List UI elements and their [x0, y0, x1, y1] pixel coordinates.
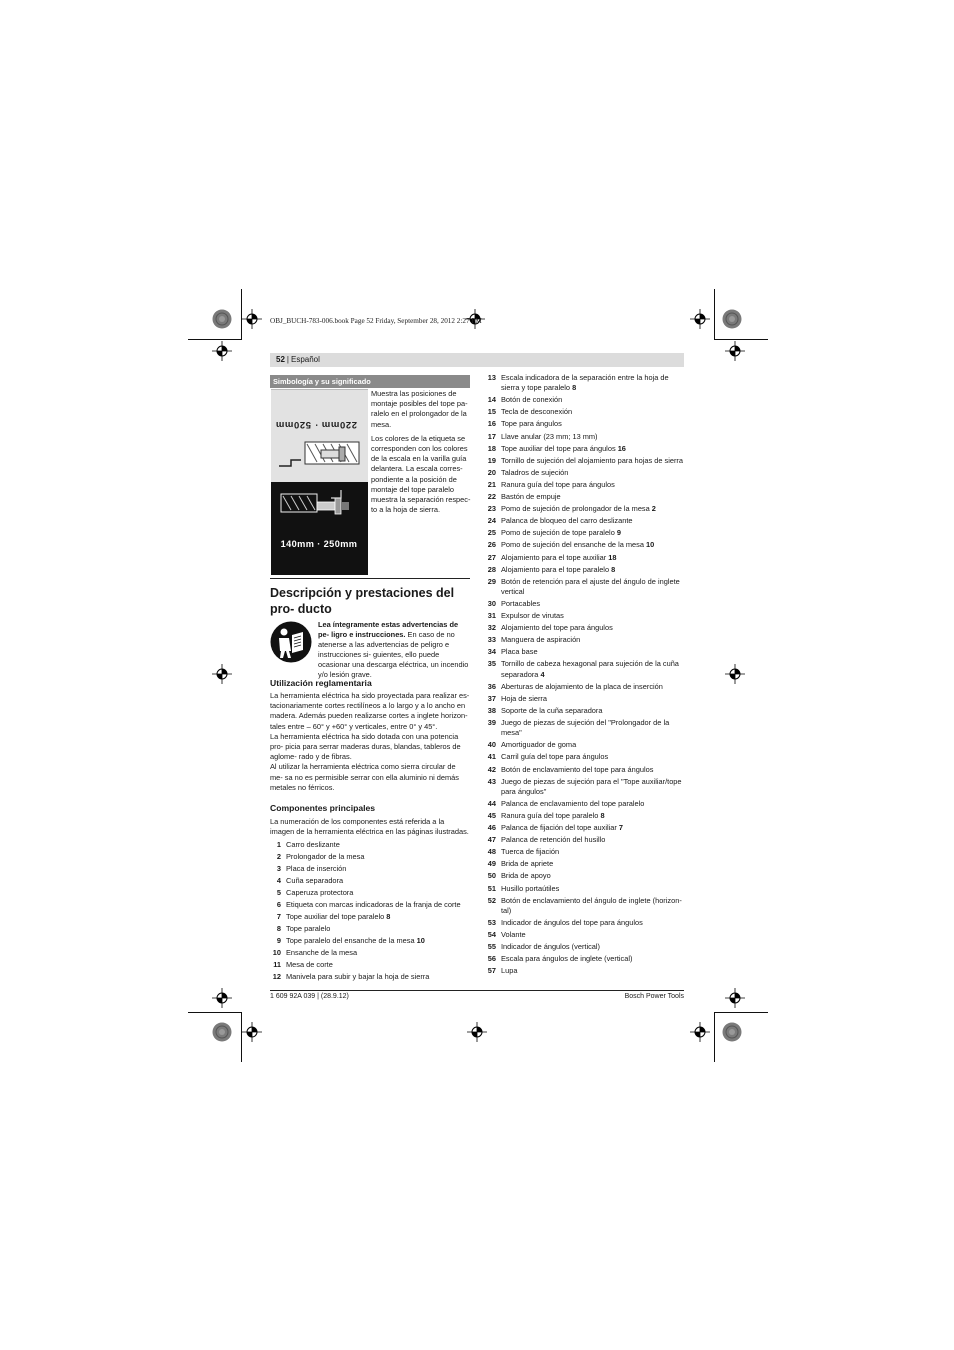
list-item — [484, 859, 684, 869]
item-text: Portacables — [501, 599, 541, 608]
item-number: 9 — [276, 936, 281, 945]
item-text: Juego de piezas de sujeción para el "Tope auxiliar/tope para ángulos" — [501, 776, 682, 796]
item-number: 26 — [487, 540, 496, 550]
list-item — [484, 480, 684, 490]
item-text: Tope paralelo — [286, 924, 331, 933]
item-text: Volante — [501, 930, 526, 940]
list-item — [484, 647, 684, 657]
list-item — [484, 871, 684, 881]
item-number: 8 — [276, 924, 281, 933]
item-text: Expulsor de virutas — [501, 611, 564, 621]
components-list-left — [270, 840, 470, 984]
item-text: Brida de apriete — [501, 859, 554, 869]
registration-mark-icon — [725, 988, 745, 1008]
list-item — [484, 847, 684, 857]
list-item — [484, 407, 684, 417]
intended-use-text — [270, 691, 470, 793]
item-text: Tornillo de cabeza hexagonal para sujeción de la cuña separadora — [501, 659, 679, 679]
item-text: Manguera de aspiración — [501, 635, 581, 645]
item-number: 30 — [487, 599, 496, 608]
item-text: Amortiguador de goma — [501, 740, 577, 750]
list-item — [484, 419, 684, 429]
list-item — [484, 599, 684, 609]
item-number: 4 — [276, 876, 281, 885]
item-text: Alojamiento del tope para ángulos — [501, 623, 613, 633]
list-item — [270, 900, 470, 912]
registration-mark-icon — [212, 664, 232, 684]
item-number: 41 — [487, 752, 496, 762]
item-number: 15 — [487, 407, 496, 417]
item-number: 45 — [487, 811, 496, 821]
fence-position-figure-bottom — [271, 482, 368, 575]
item-ref: 8 — [600, 811, 605, 821]
list-item — [484, 373, 684, 393]
item-text: Tope auxiliar del tope para ángulos — [501, 443, 618, 453]
list-item — [484, 811, 684, 821]
item-text: Tope para ángulos — [501, 419, 562, 429]
list-item — [484, 930, 684, 940]
item-text: Prolongador de la mesa — [286, 852, 365, 861]
item-number: 28 — [487, 564, 496, 574]
item-text: Escala para ángulos de inglete (vertical) — [501, 954, 633, 964]
intended-use-paragraph-2: La herramienta eléctrica ha sido dotada con una potencia pro- picia para serrar maderas duras, blandas, tableros de aglome- rado y de fibras. — [270, 731, 461, 762]
item-text: Llave anular (23 mm; 13 mm) — [501, 431, 598, 441]
item-text: Caperuza protectora — [286, 888, 354, 897]
color-disc-icon — [212, 1022, 232, 1042]
figure-bottom-label: 140mm · 250mm — [280, 539, 358, 549]
item-text: Tope paralelo del ensanche de la mesa — [286, 936, 417, 945]
item-ref: 10 — [416, 936, 425, 945]
components-title: Componentes principales — [270, 803, 376, 813]
footer-rule — [270, 990, 684, 991]
list-item — [270, 840, 470, 852]
item-number: 43 — [487, 776, 496, 786]
figure-top-label: 220mm · 520mm — [275, 419, 357, 430]
item-number: 21 — [487, 479, 496, 489]
item-number: 49 — [487, 859, 496, 869]
list-item — [484, 835, 684, 845]
safety-warning — [318, 620, 470, 681]
item-text: Ranura guía del tope para ángulos — [501, 479, 615, 489]
list-item — [484, 918, 684, 928]
item-text: Alojamiento para el tope paralelo — [501, 564, 612, 574]
read-manual-icon — [270, 621, 312, 663]
item-number: 22 — [487, 492, 496, 502]
section-title: Descripción y prestaciones del pro- ducto — [270, 586, 455, 616]
item-text: Brida de apoyo — [501, 871, 551, 881]
item-number: 52 — [487, 895, 496, 905]
list-item — [484, 432, 684, 442]
list-item — [484, 752, 684, 762]
item-text: Botón de enclavamiento del ángulo de inglete (horizon- tal) — [501, 895, 682, 915]
item-number: 18 — [487, 443, 496, 453]
item-number: 34 — [487, 647, 496, 657]
item-text: Etiqueta con marcas indicadoras de la franja de corte — [286, 900, 461, 909]
item-number: 35 — [487, 659, 496, 669]
item-number: 23 — [487, 504, 496, 514]
intended-use-paragraph-3: Al utilizar la herramienta eléctrica como sierra circular de me- sa no es permisible serrar con ella aluminio ni demás metales no férricos. — [270, 762, 459, 792]
section-divider — [270, 578, 470, 579]
list-item — [484, 659, 684, 679]
item-ref: 16 — [617, 443, 626, 453]
page-number: 52 — [276, 355, 285, 364]
list-item — [484, 444, 684, 454]
item-text: Hoja de sierra — [501, 693, 548, 703]
color-disc-icon — [212, 309, 232, 329]
item-text: Tornillo de sujeción del alojamiento para hojas de sierra — [501, 455, 683, 465]
fence-position-figure-top — [271, 389, 368, 483]
item-text: Pomo de sujeción de prolongador de la mesa — [501, 504, 652, 514]
list-item — [270, 864, 470, 876]
list-item — [484, 740, 684, 750]
item-text: Indicador de ángulos del tope para ángulos — [501, 917, 643, 927]
list-item — [484, 565, 684, 575]
item-ref: 8 — [386, 912, 391, 921]
list-item — [484, 896, 684, 916]
item-text: Palanca de fijación del tope auxiliar — [501, 823, 619, 833]
list-item — [484, 966, 684, 976]
item-text: Botón de enclavamiento del tope para ángulos — [501, 764, 654, 774]
item-number: 5 — [276, 888, 281, 897]
list-item — [484, 456, 684, 466]
registration-mark-icon — [467, 1022, 487, 1042]
symbols-paragraph-2: Los colores de la etiqueta se corresponden con los colores de la escala en la varilla guía delantera. La escala corres- pondiente a la posición de montaje del tope paralelo muestra la separación respec- to a la hoja de sierra. — [371, 433, 471, 515]
list-item — [484, 611, 684, 621]
item-text: Carro deslizante — [286, 840, 340, 849]
item-ref: 7 — [618, 823, 624, 833]
components-list-right — [484, 373, 684, 978]
item-number: 55 — [487, 942, 496, 952]
item-number: 32 — [487, 623, 496, 633]
item-number: 17 — [487, 431, 496, 441]
list-item — [484, 682, 684, 692]
registration-mark-icon — [242, 309, 262, 329]
safety-warning-text: En caso de no atenerse a las advertencias de peligro e instrucciones si- guientes, ello puede ocasionar una descarga eléctrica, un incendio y/o lesión grave. — [318, 630, 469, 680]
item-number: 57 — [487, 966, 496, 976]
list-item — [484, 706, 684, 716]
item-number: 25 — [487, 528, 496, 538]
item-text: Tecla de desconexión — [501, 407, 573, 417]
item-number: 10 — [272, 948, 281, 957]
symbols-title: Simbología y su significado — [270, 375, 470, 388]
item-number: 53 — [487, 917, 496, 927]
item-text: Placa de inserción — [286, 864, 347, 873]
item-number: 7 — [276, 912, 281, 921]
registration-mark-icon — [690, 1022, 710, 1042]
item-text: Manivela para subir y bajar la hoja de sierra — [286, 972, 430, 981]
item-number: 6 — [276, 900, 281, 909]
item-number: 31 — [487, 611, 496, 621]
list-item — [270, 960, 470, 972]
item-text: Tuerca de fijación — [501, 847, 560, 857]
item-ref: 10 — [646, 540, 655, 550]
item-text: Lupa — [501, 966, 518, 976]
item-ref: 2 — [651, 504, 656, 514]
item-text: Husillo portaútiles — [501, 883, 560, 893]
registration-mark-icon — [212, 988, 232, 1008]
item-number: 3 — [276, 864, 281, 873]
page-header-separator: | — [286, 355, 289, 364]
list-item — [484, 504, 684, 514]
item-number: 1 — [276, 840, 281, 849]
item-number: 27 — [487, 552, 496, 562]
item-text: Tope auxiliar del tope paralelo — [286, 912, 387, 921]
item-number: 37 — [487, 693, 496, 703]
registration-mark-icon — [242, 1022, 262, 1042]
list-item — [484, 694, 684, 704]
page-header — [270, 353, 684, 367]
item-number: 47 — [487, 835, 496, 845]
registration-mark-icon — [212, 341, 232, 361]
list-item — [270, 876, 470, 888]
item-text: Juego de piezas de sujeción del "Prolongador de la mesa" — [501, 718, 670, 738]
item-text: Aberturas de alojamiento de la placa de inserción — [501, 681, 663, 691]
item-number: 20 — [487, 467, 496, 477]
list-item — [484, 528, 684, 538]
item-number: 36 — [487, 681, 496, 691]
item-number: 54 — [487, 930, 496, 940]
item-number: 44 — [487, 798, 496, 808]
item-text: Ensanche de la mesa — [286, 948, 358, 957]
list-item — [270, 852, 470, 864]
list-item — [270, 888, 470, 900]
list-item — [484, 516, 684, 526]
item-number: 46 — [487, 823, 496, 833]
footer-part-number: 1 609 92A 039 | (28.9.12) — [270, 993, 349, 1000]
item-number: 2 — [276, 852, 281, 861]
item-text: Placa base — [501, 647, 538, 657]
item-ref: 18 — [608, 552, 617, 562]
item-ref: 4 — [540, 669, 545, 679]
item-text: Alojamiento para el tope auxiliar — [501, 552, 609, 562]
item-number: 19 — [487, 455, 496, 465]
item-ref: 8 — [572, 383, 577, 393]
item-number: 14 — [487, 395, 496, 405]
item-number: 42 — [487, 764, 496, 774]
item-number: 39 — [487, 718, 496, 728]
list-item — [484, 777, 684, 797]
list-item — [484, 553, 684, 563]
item-number: 56 — [487, 954, 496, 964]
item-text: Carril guía del tope para ángulos — [501, 752, 609, 762]
item-text: Soporte de la cuña separadora — [501, 705, 603, 715]
item-number: 50 — [487, 871, 496, 881]
list-item — [484, 468, 684, 478]
list-item — [484, 540, 684, 550]
color-disc-icon — [722, 309, 742, 329]
list-item — [484, 765, 684, 775]
item-text: Pomo de sujeción de tope paralelo — [501, 528, 617, 538]
page-language: Español — [290, 355, 320, 364]
list-item — [484, 954, 684, 964]
print-header: OBJ_BUCH-783-006.book Page 52 Friday, September 28, 2012 2:27 PM — [270, 317, 482, 325]
list-item — [270, 912, 470, 924]
list-item — [484, 623, 684, 633]
item-number: 48 — [487, 847, 496, 857]
item-number: 16 — [487, 419, 496, 429]
intended-use-paragraph-1: La herramienta eléctrica ha sido proyectada para realizar es- tacionariamente cortes rectilíneos a lo largo y a lo ancho en madera. Además pueden realizarse cortes a inglete horizon- tales entre – 60° y +60° y verticales, entre 0° y 45°. — [270, 691, 470, 731]
item-number: 40 — [487, 740, 496, 750]
item-ref: 9 — [616, 528, 621, 538]
item-text: Ranura guía del tope paralelo — [501, 811, 601, 821]
list-item — [484, 799, 684, 809]
item-number: 29 — [487, 576, 496, 586]
list-item — [484, 942, 684, 952]
list-item — [484, 395, 684, 405]
list-item — [270, 948, 470, 960]
item-number: 13 — [487, 373, 496, 382]
safety-warning-bold: Lea íntegramente estas advertencias de pe- ligro e instrucciones. — [318, 620, 459, 640]
item-text: Mesa de corte — [286, 960, 333, 969]
symbols-description — [371, 389, 471, 519]
registration-mark-icon — [725, 341, 745, 361]
item-number: 11 — [273, 960, 281, 969]
registration-mark-icon — [690, 309, 710, 329]
list-item — [484, 577, 684, 597]
list-item — [270, 972, 470, 984]
item-number: 33 — [487, 635, 496, 645]
item-text: Botón de retención para el ajuste del ángulo de inglete vertical — [501, 576, 680, 596]
symbols-paragraph-1: Muestra las posiciones de montaje posibles del tope pa- ralelo en el prolongador de la mesa. — [371, 389, 468, 429]
item-text: Palanca de bloqueo del carro deslizante — [501, 516, 633, 526]
footer-brand: Bosch Power Tools — [624, 993, 684, 1000]
item-text: Indicador de ángulos (vertical) — [501, 942, 601, 952]
list-item — [484, 492, 684, 502]
list-item — [484, 884, 684, 894]
list-item — [484, 635, 684, 645]
item-number: 12 — [272, 972, 281, 981]
color-disc-icon — [722, 1022, 742, 1042]
item-text: Bastón de empuje — [501, 492, 561, 502]
list-item — [270, 924, 470, 936]
list-item — [270, 936, 470, 948]
intended-use-title: Utilización reglamentaria — [270, 678, 372, 688]
item-number: 24 — [487, 516, 496, 526]
item-text: Botón de conexión — [501, 395, 563, 405]
registration-mark-icon — [725, 664, 745, 684]
list-item — [484, 823, 684, 833]
item-text: Palanca de enclavamiento del tope paralelo — [501, 798, 645, 808]
item-number: 51 — [487, 883, 496, 893]
components-intro: La numeración de los componentes está referida a la imagen de la herramienta eléctrica en las páginas ilustradas. — [270, 817, 469, 837]
list-item — [484, 718, 684, 738]
item-text: Pomo de sujeción del ensanche de la mesa — [501, 540, 647, 550]
item-text: Taladros de sujeción — [501, 467, 569, 477]
item-number: 38 — [487, 705, 496, 715]
item-text: Palanca de retención del husillo — [501, 835, 606, 845]
item-ref: 8 — [611, 564, 616, 574]
item-text: Cuña separadora — [286, 876, 344, 885]
item-text: Escala indicadora de la separación entre la hoja de sierra y tope paralelo — [501, 373, 669, 393]
